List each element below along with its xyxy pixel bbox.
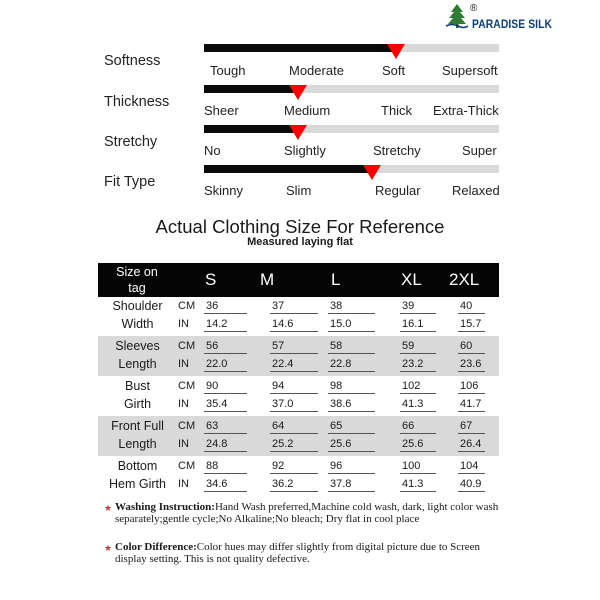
scale-option: Supersoft (442, 63, 498, 78)
unit-label: IN (178, 398, 189, 410)
table-cell: 98 (330, 380, 343, 392)
table-cell: 25.6 (402, 438, 424, 450)
table-cell: 22.8 (330, 358, 352, 370)
table-cell: 25.6 (330, 438, 352, 450)
size-on-tag-header (104, 264, 170, 296)
cell-underline (458, 371, 485, 372)
unit-label: CM (178, 420, 196, 432)
cell-underline (458, 491, 485, 492)
cell-underline (270, 371, 318, 372)
pine-tree-icon (446, 3, 468, 29)
note-title: Color Difference: (115, 541, 197, 553)
cell-underline (204, 451, 247, 452)
unit-label: IN (178, 358, 189, 370)
washing-instruction-note (115, 501, 505, 525)
scale-option: Medium (284, 103, 331, 118)
table-cell: 36 (206, 300, 219, 312)
table-cell: 96 (330, 460, 343, 472)
brand-name: PARADISE SILK (472, 17, 553, 31)
scale-option: Stretchy (373, 143, 421, 158)
scale-option: Sheer (204, 103, 239, 118)
table-cell: 16.1 (402, 318, 424, 330)
size-chart-subtitle: Measured laying flat (247, 236, 353, 248)
table-cell: 106 (460, 380, 479, 392)
size-table-header (98, 263, 499, 297)
cell-underline (458, 393, 485, 394)
star-bullet-icon: ★ (104, 503, 113, 513)
table-cell: 24.8 (206, 438, 228, 450)
cell-underline (400, 491, 436, 492)
scale-marker (289, 85, 307, 100)
cell-underline (458, 411, 485, 412)
table-cell: 23.2 (402, 358, 424, 370)
table-cell: 34.6 (206, 478, 228, 490)
table-cell: 64 (272, 420, 285, 432)
table-cell: 92 (272, 460, 285, 472)
cell-underline (400, 393, 436, 394)
size-header: XL (401, 270, 422, 289)
cell-underline (400, 411, 436, 412)
scale-option: Skinny (204, 183, 244, 198)
cell-underline (458, 473, 485, 474)
table-cell: 66 (402, 420, 415, 432)
unit-label: CM (178, 300, 196, 312)
table-cell: 63 (206, 420, 219, 432)
cell-underline (204, 393, 247, 394)
cell-underline (458, 451, 485, 452)
table-cell: 41.7 (460, 398, 482, 410)
scale-fill (204, 165, 372, 173)
scale-option: Thick (381, 103, 413, 118)
cell-underline (328, 411, 375, 412)
scale-option: Extra-Thick (433, 103, 499, 118)
cell-underline (270, 411, 318, 412)
row-label: Sleeves (115, 339, 160, 353)
cell-underline (204, 411, 247, 412)
scale-option: Tough (210, 63, 246, 78)
cell-underline (400, 331, 436, 332)
row-label: Bust (124, 379, 150, 393)
size-header: M (260, 270, 275, 289)
scale-option: Slim (286, 183, 312, 198)
row-label: Hem Girth (109, 477, 166, 491)
cell-underline (328, 371, 375, 372)
cell-underline (270, 393, 318, 394)
table-cell: 37.0 (272, 398, 294, 410)
size-header: L (331, 270, 341, 289)
scale-label: Thickness (104, 94, 170, 110)
table-cell: 38.6 (330, 398, 352, 410)
cell-underline (400, 433, 436, 434)
unit-label: IN (178, 318, 189, 330)
cell-underline (204, 313, 247, 314)
unit-label: CM (178, 380, 196, 392)
table-cell: 90 (206, 380, 219, 392)
scale-option: Relaxed (452, 183, 500, 198)
table-cell: 35.4 (206, 398, 228, 410)
row-label: Width (121, 317, 154, 331)
note-title: Washing Instruction: (115, 501, 215, 513)
scale-label: Fit Type (104, 174, 156, 190)
table-cell: 41.3 (402, 478, 424, 490)
table-cell: 41.3 (402, 398, 424, 410)
cell-underline (400, 473, 436, 474)
cell-underline (400, 371, 436, 372)
unit-label: IN (178, 478, 189, 490)
table-cell: 58 (330, 340, 343, 352)
table-cell: 25.2 (272, 438, 294, 450)
scale-option: No (204, 143, 221, 158)
table-cell: 67 (460, 420, 473, 432)
cell-underline (270, 331, 318, 332)
cell-underline (270, 353, 318, 354)
row-label: Length (118, 437, 157, 451)
cell-underline (400, 451, 436, 452)
cell-underline (328, 353, 375, 354)
table-cell: 102 (402, 380, 421, 392)
cell-underline (458, 353, 485, 354)
cell-underline (328, 331, 375, 332)
table-cell: 37 (272, 300, 285, 312)
scale-option: Regular (375, 183, 421, 198)
table-cell: 104 (460, 460, 479, 472)
cell-underline (328, 473, 375, 474)
header-line: Size on (116, 265, 158, 279)
scale-marker (363, 165, 381, 180)
table-cell: 38 (330, 300, 343, 312)
cell-underline (458, 433, 485, 434)
table-cell: 37.8 (330, 478, 352, 490)
table-cell: 14.6 (272, 318, 294, 330)
scale-marker (387, 44, 405, 59)
table-cell: 26.4 (460, 438, 482, 450)
cell-underline (400, 313, 436, 314)
color-difference-note (115, 541, 505, 565)
scale-fill (204, 44, 396, 52)
cell-underline (328, 393, 375, 394)
scale-option: Super (462, 143, 497, 158)
size-chart-title: Actual Clothing Size For Reference (155, 216, 445, 237)
table-cell: 22.0 (206, 358, 228, 370)
cell-underline (204, 331, 247, 332)
table-cell: 59 (402, 340, 415, 352)
unit-label: IN (178, 438, 189, 450)
cell-underline (458, 313, 485, 314)
cell-underline (458, 331, 485, 332)
table-cell: 40 (460, 300, 473, 312)
row-label: Front Full (111, 419, 164, 433)
unit-label: CM (178, 460, 196, 472)
cell-underline (270, 491, 318, 492)
cell-underline (204, 473, 247, 474)
cell-underline (204, 353, 247, 354)
table-cell: 15.7 (460, 318, 482, 330)
cell-underline (328, 451, 375, 452)
cell-underline (328, 313, 375, 314)
scale-option: Slightly (284, 143, 326, 158)
cell-underline (204, 491, 247, 492)
scale-option: Soft (382, 63, 406, 78)
table-cell: 56 (206, 340, 219, 352)
cell-underline (270, 313, 318, 314)
cell-underline (270, 433, 318, 434)
note-text: Color hues may differ slightly from digital picture due to Screen display setting. This is not quality defective. (115, 541, 481, 565)
brand-logo (442, 3, 562, 33)
table-cell: 22.4 (272, 358, 294, 370)
table-cell: 57 (272, 340, 285, 352)
scale-fill (204, 125, 298, 133)
row-label: Length (118, 357, 157, 371)
header-line: tag (128, 281, 146, 295)
table-cell: 100 (402, 460, 421, 472)
row-label: Shoulder (112, 299, 163, 313)
table-cell: 94 (272, 380, 285, 392)
cell-underline (328, 491, 375, 492)
table-cell: 14.2 (206, 318, 228, 330)
table-cell: 40.9 (460, 478, 482, 490)
cell-underline (270, 451, 318, 452)
registered-mark: ® (470, 3, 478, 14)
scale-fill (204, 85, 298, 93)
table-cell: 36.2 (272, 478, 294, 490)
size-header: 2XL (449, 270, 480, 289)
cell-underline (328, 433, 375, 434)
scale-marker (289, 125, 307, 140)
scale-label: Softness (104, 53, 161, 69)
scale-option: Moderate (289, 63, 344, 78)
scale-label: Stretchy (104, 134, 158, 150)
cell-underline (204, 371, 247, 372)
row-label: Girth (123, 397, 152, 411)
table-cell: 39 (402, 300, 415, 312)
table-cell: 60 (460, 340, 473, 352)
size-header: S (205, 270, 217, 289)
row-label: Bottom (117, 459, 158, 473)
cell-underline (400, 353, 436, 354)
cell-underline (270, 473, 318, 474)
unit-label: CM (178, 340, 196, 352)
table-cell: 88 (206, 460, 219, 472)
cell-underline (204, 433, 247, 434)
table-cell: 65 (330, 420, 343, 432)
star-bullet-icon: ★ (104, 543, 113, 553)
note-text: Hand Wash preferred,Machine cold wash, dark, light color wash separately;gentle cycle;No Alkaline;No bleach; Dry flat in cool place (115, 501, 499, 525)
table-cell: 23.6 (460, 358, 482, 370)
table-cell: 15.0 (330, 318, 352, 330)
